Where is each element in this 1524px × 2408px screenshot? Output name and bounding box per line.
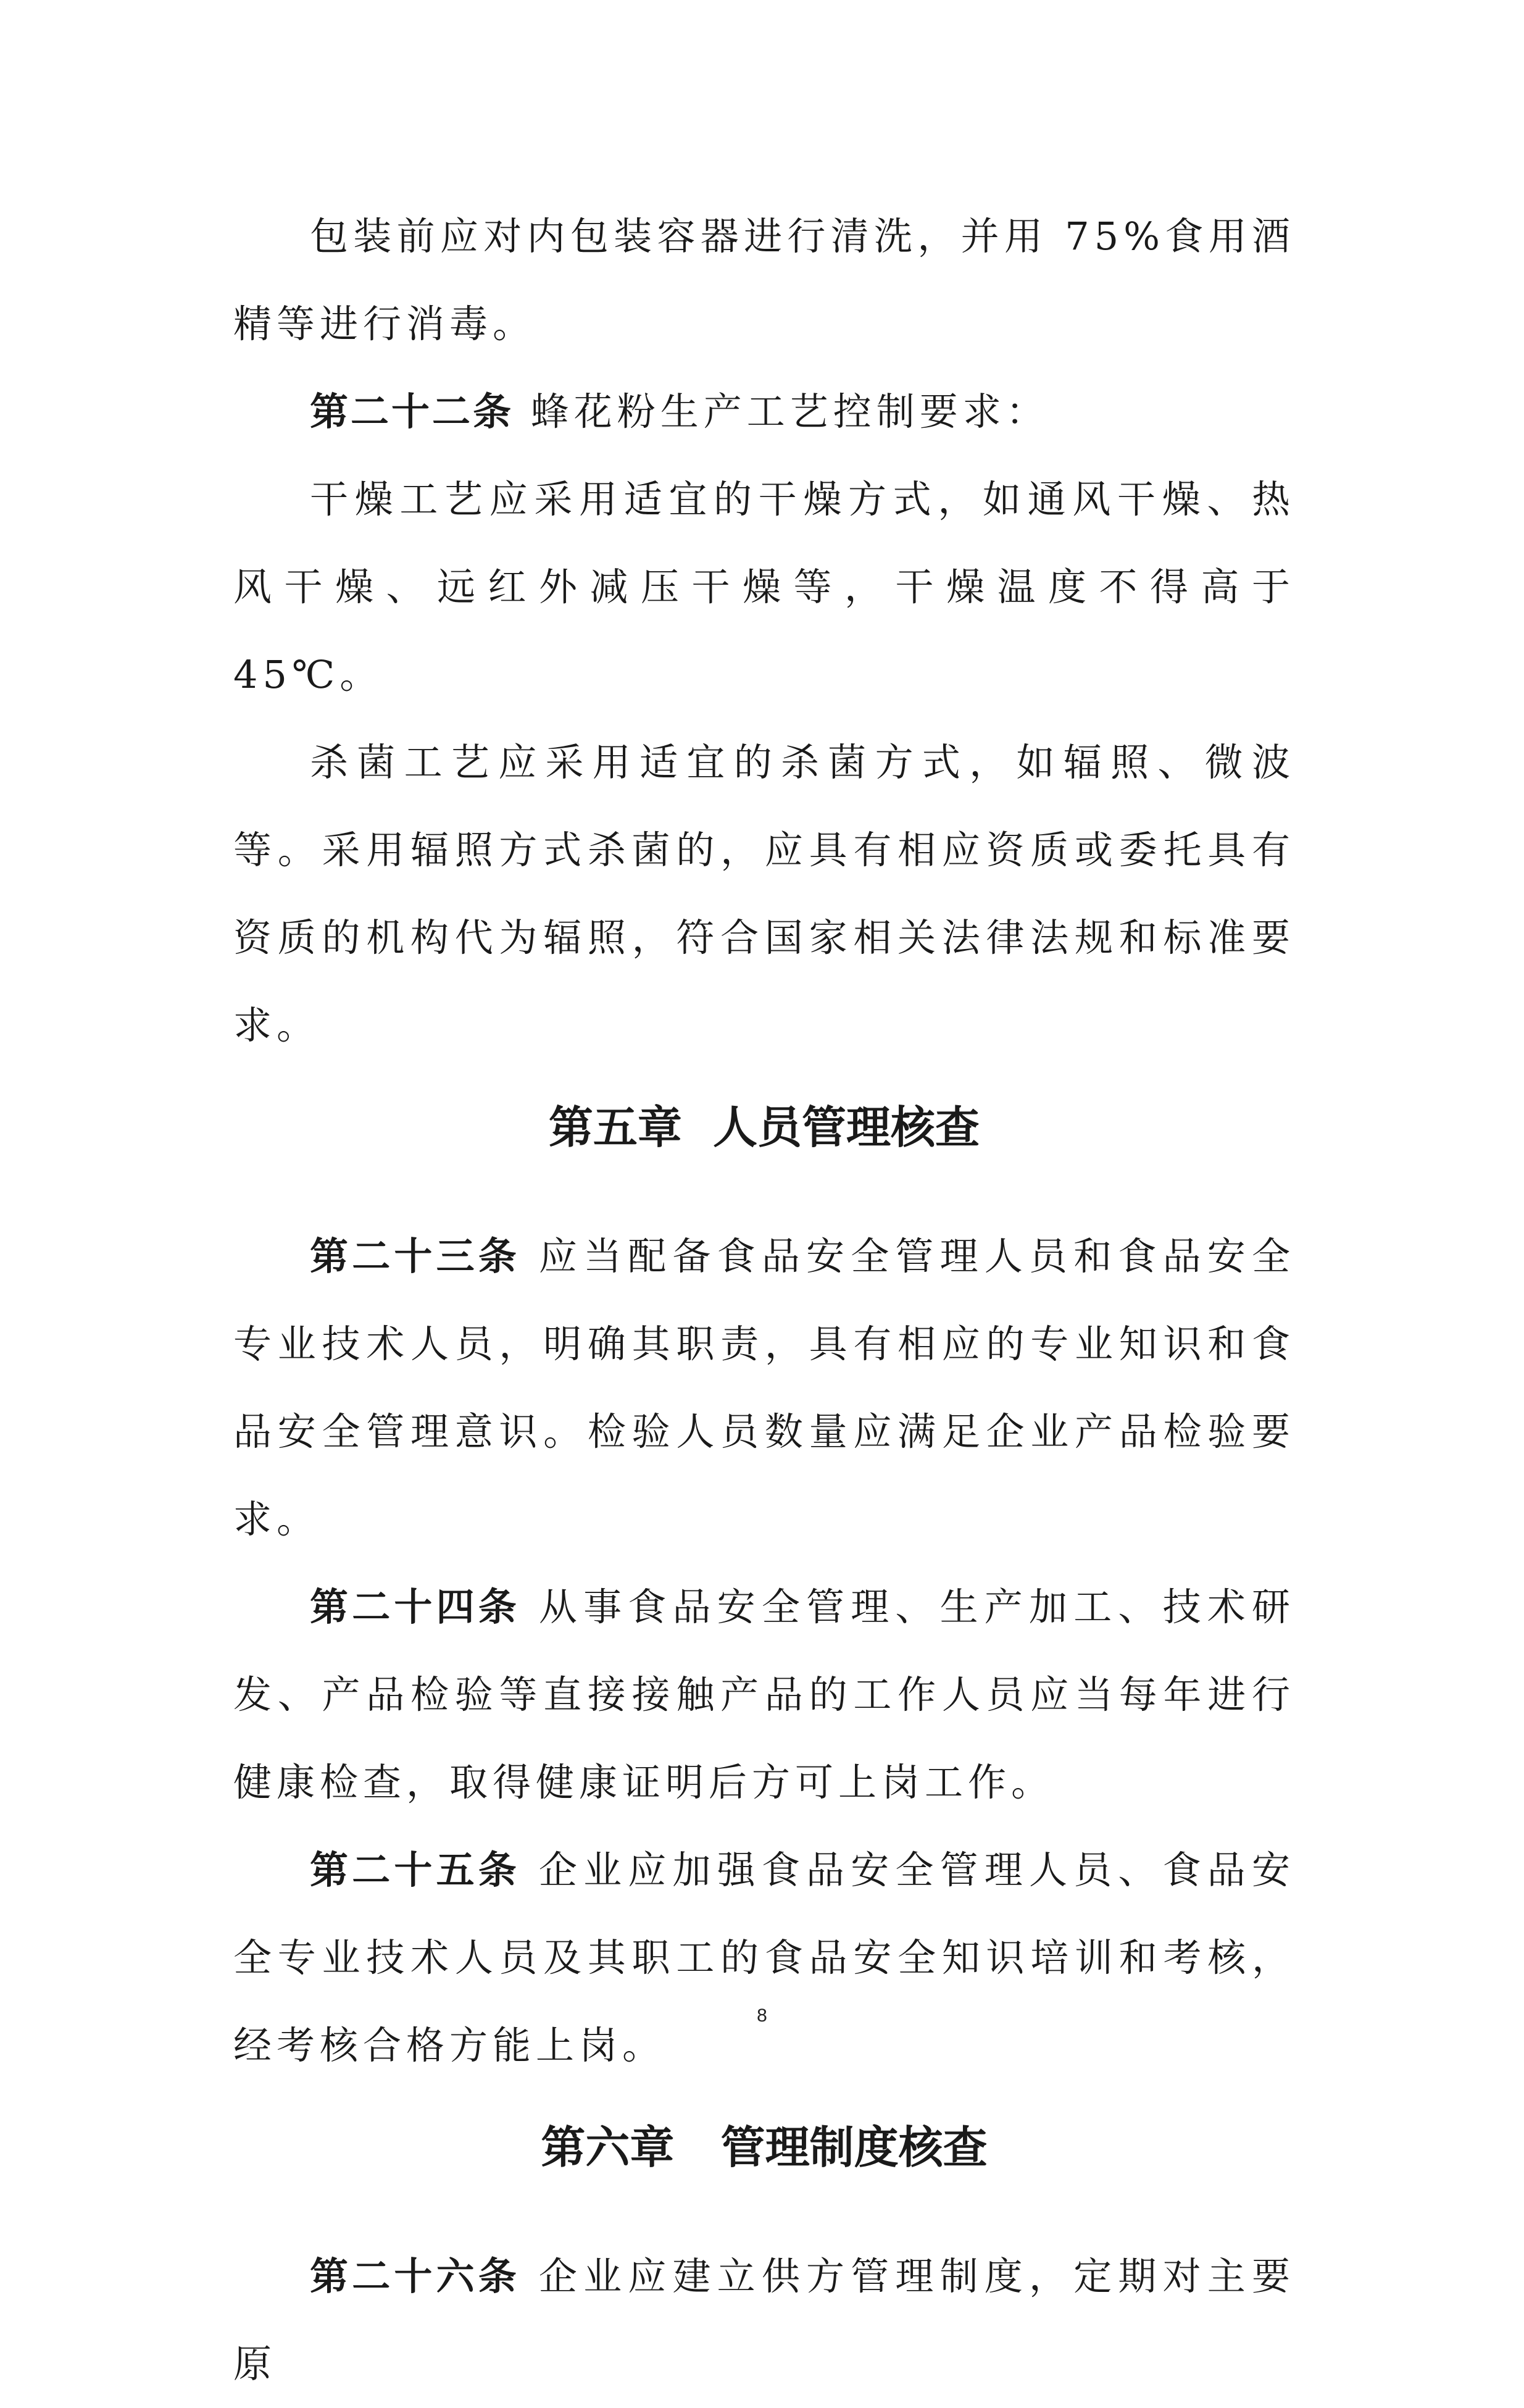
chapter-6-title: 第六章 管理制度核查 xyxy=(541,2122,988,2173)
page-number: 8 xyxy=(757,2005,767,2026)
paragraph-drying-process: 干燥工艺应采用适宜的干燥方式，如通风干燥、热风干燥、远红外减压干燥等，干燥温度不得高于 45℃。 xyxy=(233,477,1295,697)
article-23-label: 第二十三条 xyxy=(310,1234,520,1279)
article-24-label: 第二十四条 xyxy=(310,1584,520,1629)
article-26 xyxy=(233,2233,1295,2408)
chapter-5-title: 第五章 人员管理核查 xyxy=(548,1102,980,1153)
paragraph-sterilization-process: 杀菌工艺应采用适宜的杀菌方式，如辐照、微波等。采用辐照方式杀菌的，应具有相应资质或委托具有资质的机构代为辐照，符合国家相关法律法规和标准要求。 xyxy=(233,740,1295,1048)
paragraph-packaging-cleaning: 包装前应对内包装容器进行清洗，并用 75%食用酒精等进行消毒。 xyxy=(233,214,1295,346)
article-26-text: 企业应建立供方管理制度，定期对主要原 xyxy=(233,2254,1295,2386)
article-26-label: 第二十六条 xyxy=(310,2254,520,2299)
article-23-text: 应当配备食品安全管理人员和食品安全专业技术人员，明确其职责，具有相应的专业知识和食品安全管理意识。检验人员数量应满足企业产品检验要求。 xyxy=(233,1234,1295,1542)
article-24-text: 从事食品安全管理、生产加工、技术研发、产品检验等直接接触产品的工作人员应当每年进行健康检查，取得健康证明后方可上岗工作。 xyxy=(233,1584,1295,1805)
article-23 xyxy=(233,1213,1295,1563)
article-25 xyxy=(233,1826,1295,2089)
article-25-label: 第二十五条 xyxy=(310,1847,520,1892)
article-24 xyxy=(233,1563,1295,1826)
article-22-label: 第二十二条 xyxy=(310,389,514,434)
article-22-text: 蜂花粉生产工艺控制要求： xyxy=(530,389,1049,434)
document-body xyxy=(233,0,1295,2408)
article-22 xyxy=(233,368,1295,456)
article-25-text: 企业应加强食品安全管理人员、食品安全专业技术人员及其职工的食品安全知识培训和考核，经考核合格方能上岗。 xyxy=(233,1847,1295,2068)
